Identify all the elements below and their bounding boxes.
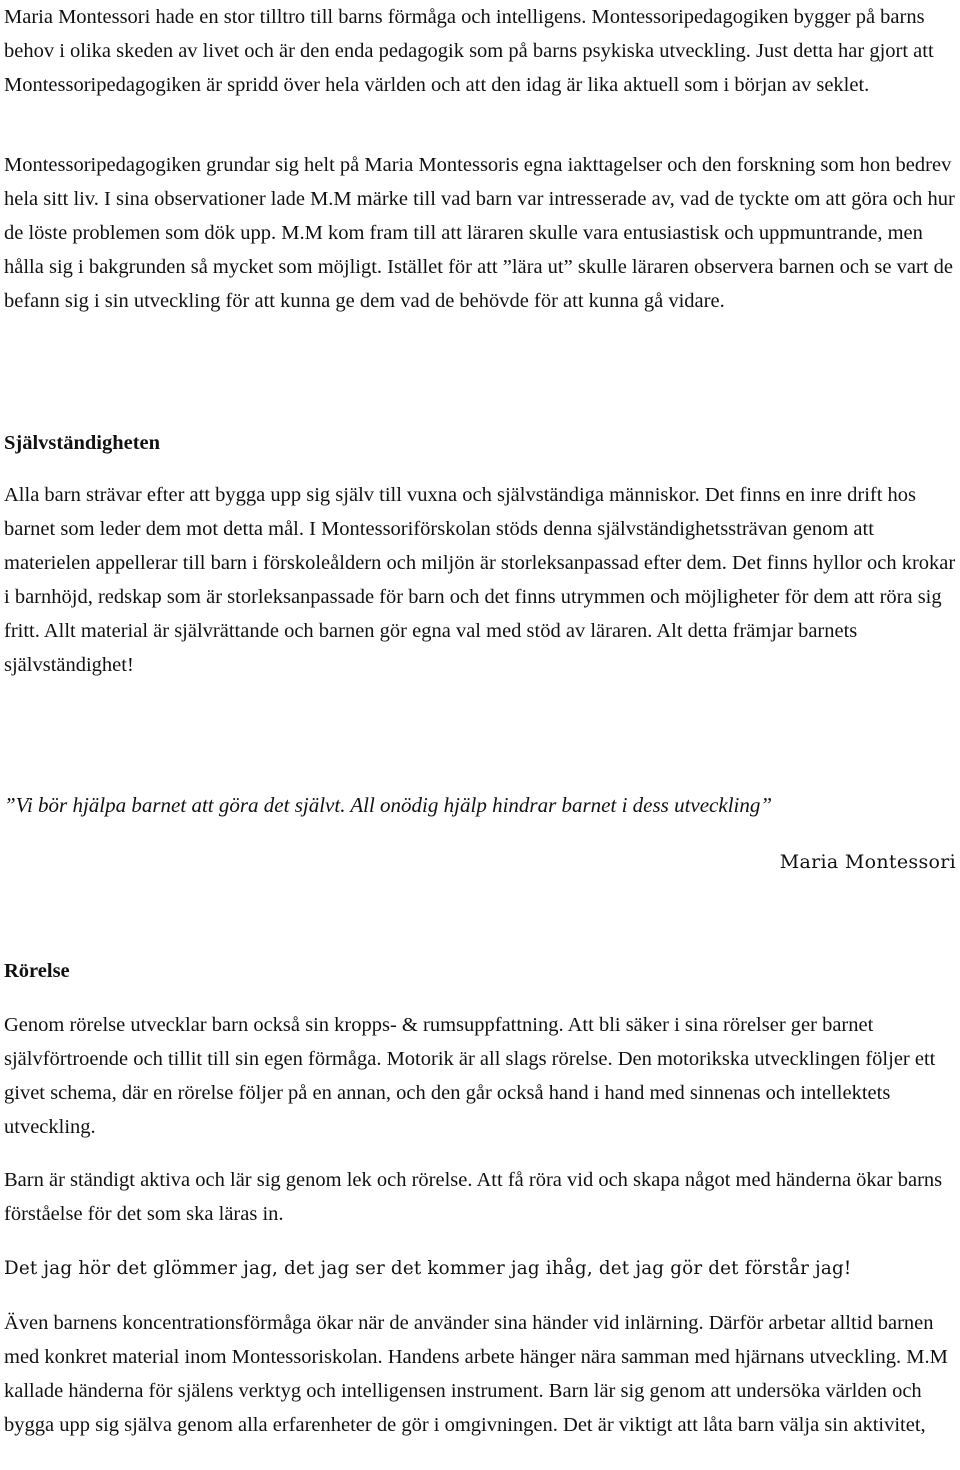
quote-attribution: Maria Montessori (779, 851, 956, 873)
movement-paragraph-3: Även barnens koncentrationsförmåga ökar när de använder sina händer vid inlärning. Därför arbetar alltid barnen med konkret material inom Montessoriskolan. Handens arbete hänger nära samman med hjärnans utveckling. M.M kallade händerna för själens verktyg och intelligensen instrument. Barn lär sig genom att undersöka världen och bygga upp sig själva genom alla erfarenheter de gör i omgivningen. Det är viktigt att låta barn välja sin aktivitet, (4, 1312, 948, 1436)
montessori-quote: ”Vi bör hjälpa barnet att göra det självt. All onödig hjälp hindrar barnet i dess utveckling” (4, 793, 773, 817)
intro-paragraph: Maria Montessori hade en stor tilltro till barns förmåga och intelligens. Montessoripedagogiken bygger på barns behov i olika skeden av livet och är den enda pedagogik som på barns psykiska utveckling. Just detta har gjort att Montessoripedagogiken är spridd över hela världen och att den idag är lika aktuell som i början av seklet. (4, 6, 934, 96)
section-heading-independence: Självständigheten (4, 432, 161, 454)
movement-paragraph-1: Genom rörelse utvecklar barn också sin kropps- & rumsuppfattning. Att bli säker i sina rörelser ger barnet självförtroende och tillit till sin egen förmåga. Motorik är all slags rörelse. Den motorikska utvecklingen följer ett givet schema, där en rörelse följer på en annan, och den går också hand i hand med sinnenas och intellektets utveckling. (4, 1014, 936, 1138)
learning-saying: Det jag hör det glömmer jag, det jag ser det kommer jag ihåg, det jag gör det förstår jag! (4, 1258, 852, 1279)
section-heading-movement: Rörelse (4, 960, 70, 982)
independence-paragraph: Alla barn strävar efter att bygga upp sig själv till vuxna och självständiga människor. Det finns en inre drift hos barnet som leder dem mot detta mål. I Montessoriförskolan stöds denna självständighetssträvan genom att materielen appellerar till barn i förskoleåldern och miljön är storleksanpassad efter dem. Det finns hyllor och krokar i barnhöjd, redskap som är storleksanpassade för barn och det finns utrymmen och möjligheter för dem att röra sig fritt. Allt material är självrättande och barnen gör egna val med stöd av läraren. Alt detta främjar barnets självständighet! (4, 484, 956, 676)
research-paragraph: Montessoripedagogiken grundar sig helt på Maria Montessoris egna iakttagelser och den forskning som hon bedrev hela sitt liv. I sina observationer lade M.M märke till vad barn var intresserade av, vad de tyckte om att göra och hur de löste problemen som dök upp. M.M kom fram till att läraren skulle vara entusiastisk och uppmuntrande, men hålla sig i bakgrunden så mycket som möjligt. Istället för att ”lära ut” skulle läraren observera barnen och se vart de befann sig i sin utveckling för att kunna ge dem vad de behövde för att kunna gå vidare. (4, 154, 955, 312)
movement-paragraph-2: Barn är ständigt aktiva och lär sig genom lek och rörelse. Att få röra vid och skapa något med händerna ökar barns förståelse för det som ska läras in. (4, 1169, 943, 1225)
